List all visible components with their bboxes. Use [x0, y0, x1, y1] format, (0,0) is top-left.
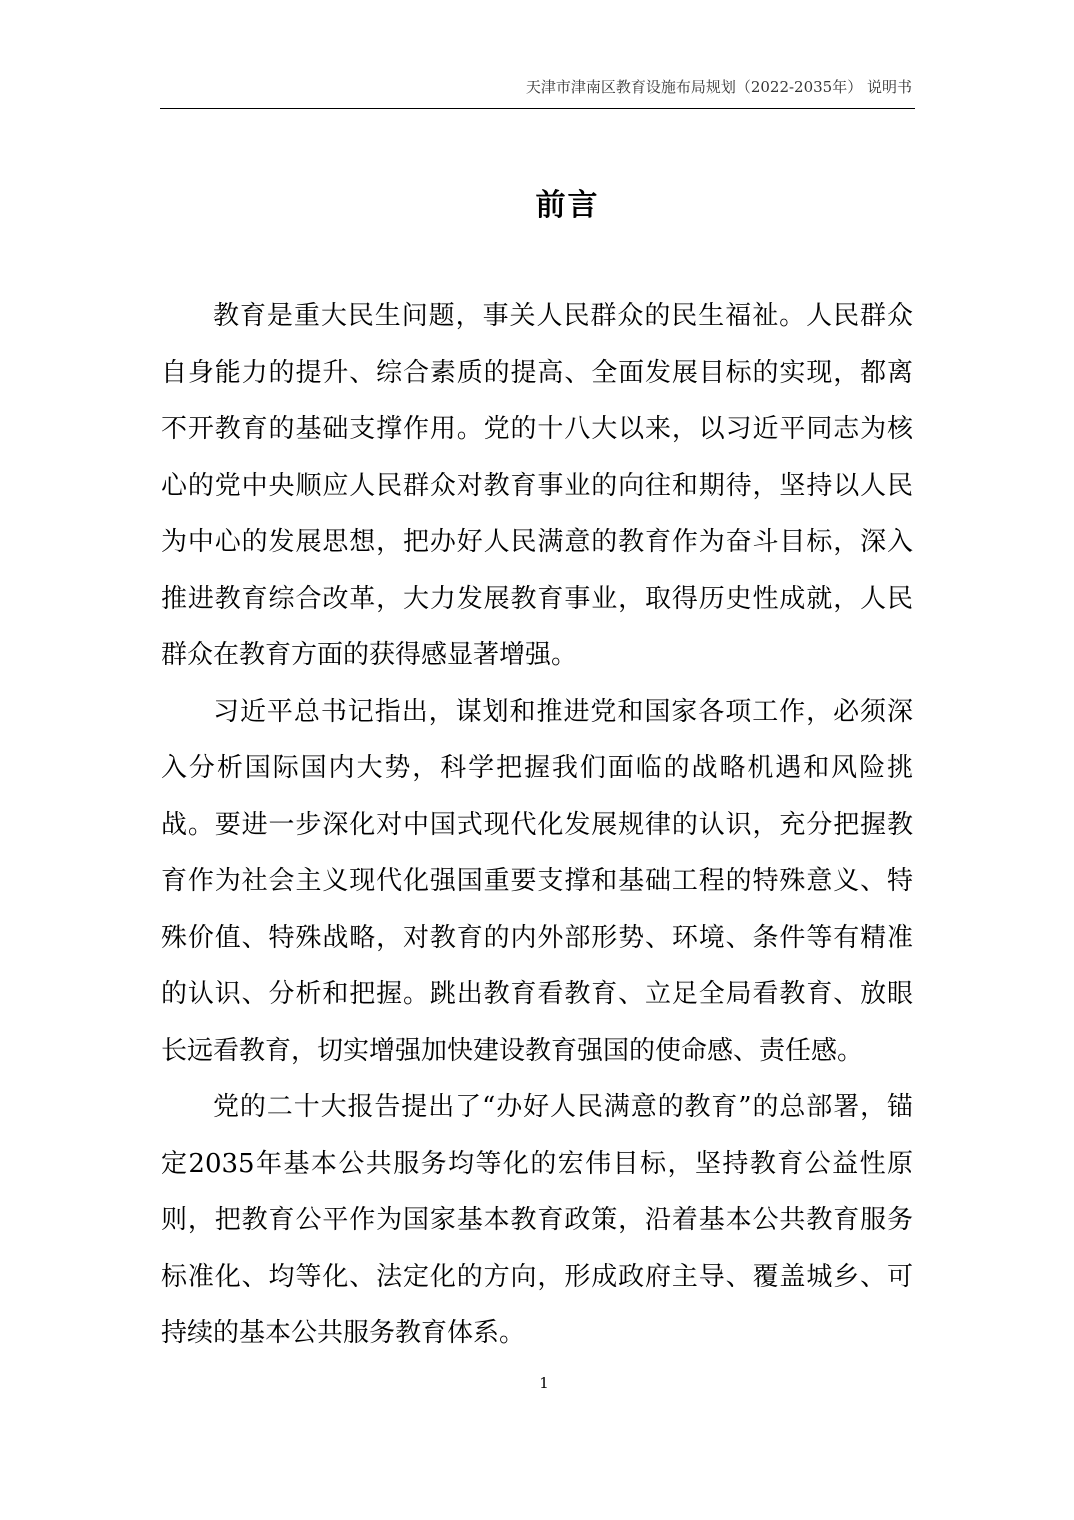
- page-title: 前言: [535, 188, 600, 223]
- paragraph-3: 党的二十大报告提出了“办好人民满意的教育”的总部署，锚定2035年基本公共服务均等化的宏伟目标，坚持教育公益性原则，把教育公平作为国家基本教育政策，沿着基本公共教育服务标准化、均等化、法定化的方向，形成政府主导、覆盖城乡、可持续的基本公共服务教育体系。: [161, 1092, 913, 1348]
- body-text: [161, 288, 913, 1362]
- running-header: 天津市津南区教育设施布局规划（2022-2035年） 说明书: [525, 78, 912, 96]
- paragraph-1: 教育是重大民生问题，事关人民群众的民生福祉。人民群众自身能力的提升、综合素质的提高、全面发展目标的实现，都离不开教育的基础支撑作用。党的十八大以来，以习近平同志为核心的党中央顺应人民群众对教育事业的向往和期待，坚持以人民为中心的发展思想，把办好人民满意的教育作为奋斗目标，深入推进教育综合改革，大力发展教育事业，取得历史性成就，人民群众在教育方面的获得感显著增强。: [161, 301, 913, 670]
- paragraph-2: 习近平总书记指出，谋划和推进党和国家各项工作，必须深入分析国际国内大势，科学把握我们面临的战略机遇和风险挑战。要进一步深化对中国式现代化发展规律的认识，充分把握教育作为社会主义现代化强国重要支撑和基础工程的特殊意义、特殊价值、特殊战略，对教育的内外部形势、环境、条件等有精准的认识、分析和把握。跳出教育看教育、立足全局看教育、放眼长远看教育，切实增强加快建设教育强国的使命感、责任感。: [161, 696, 913, 1066]
- header-divider: [160, 108, 915, 109]
- page-number: 1: [539, 1374, 549, 1392]
